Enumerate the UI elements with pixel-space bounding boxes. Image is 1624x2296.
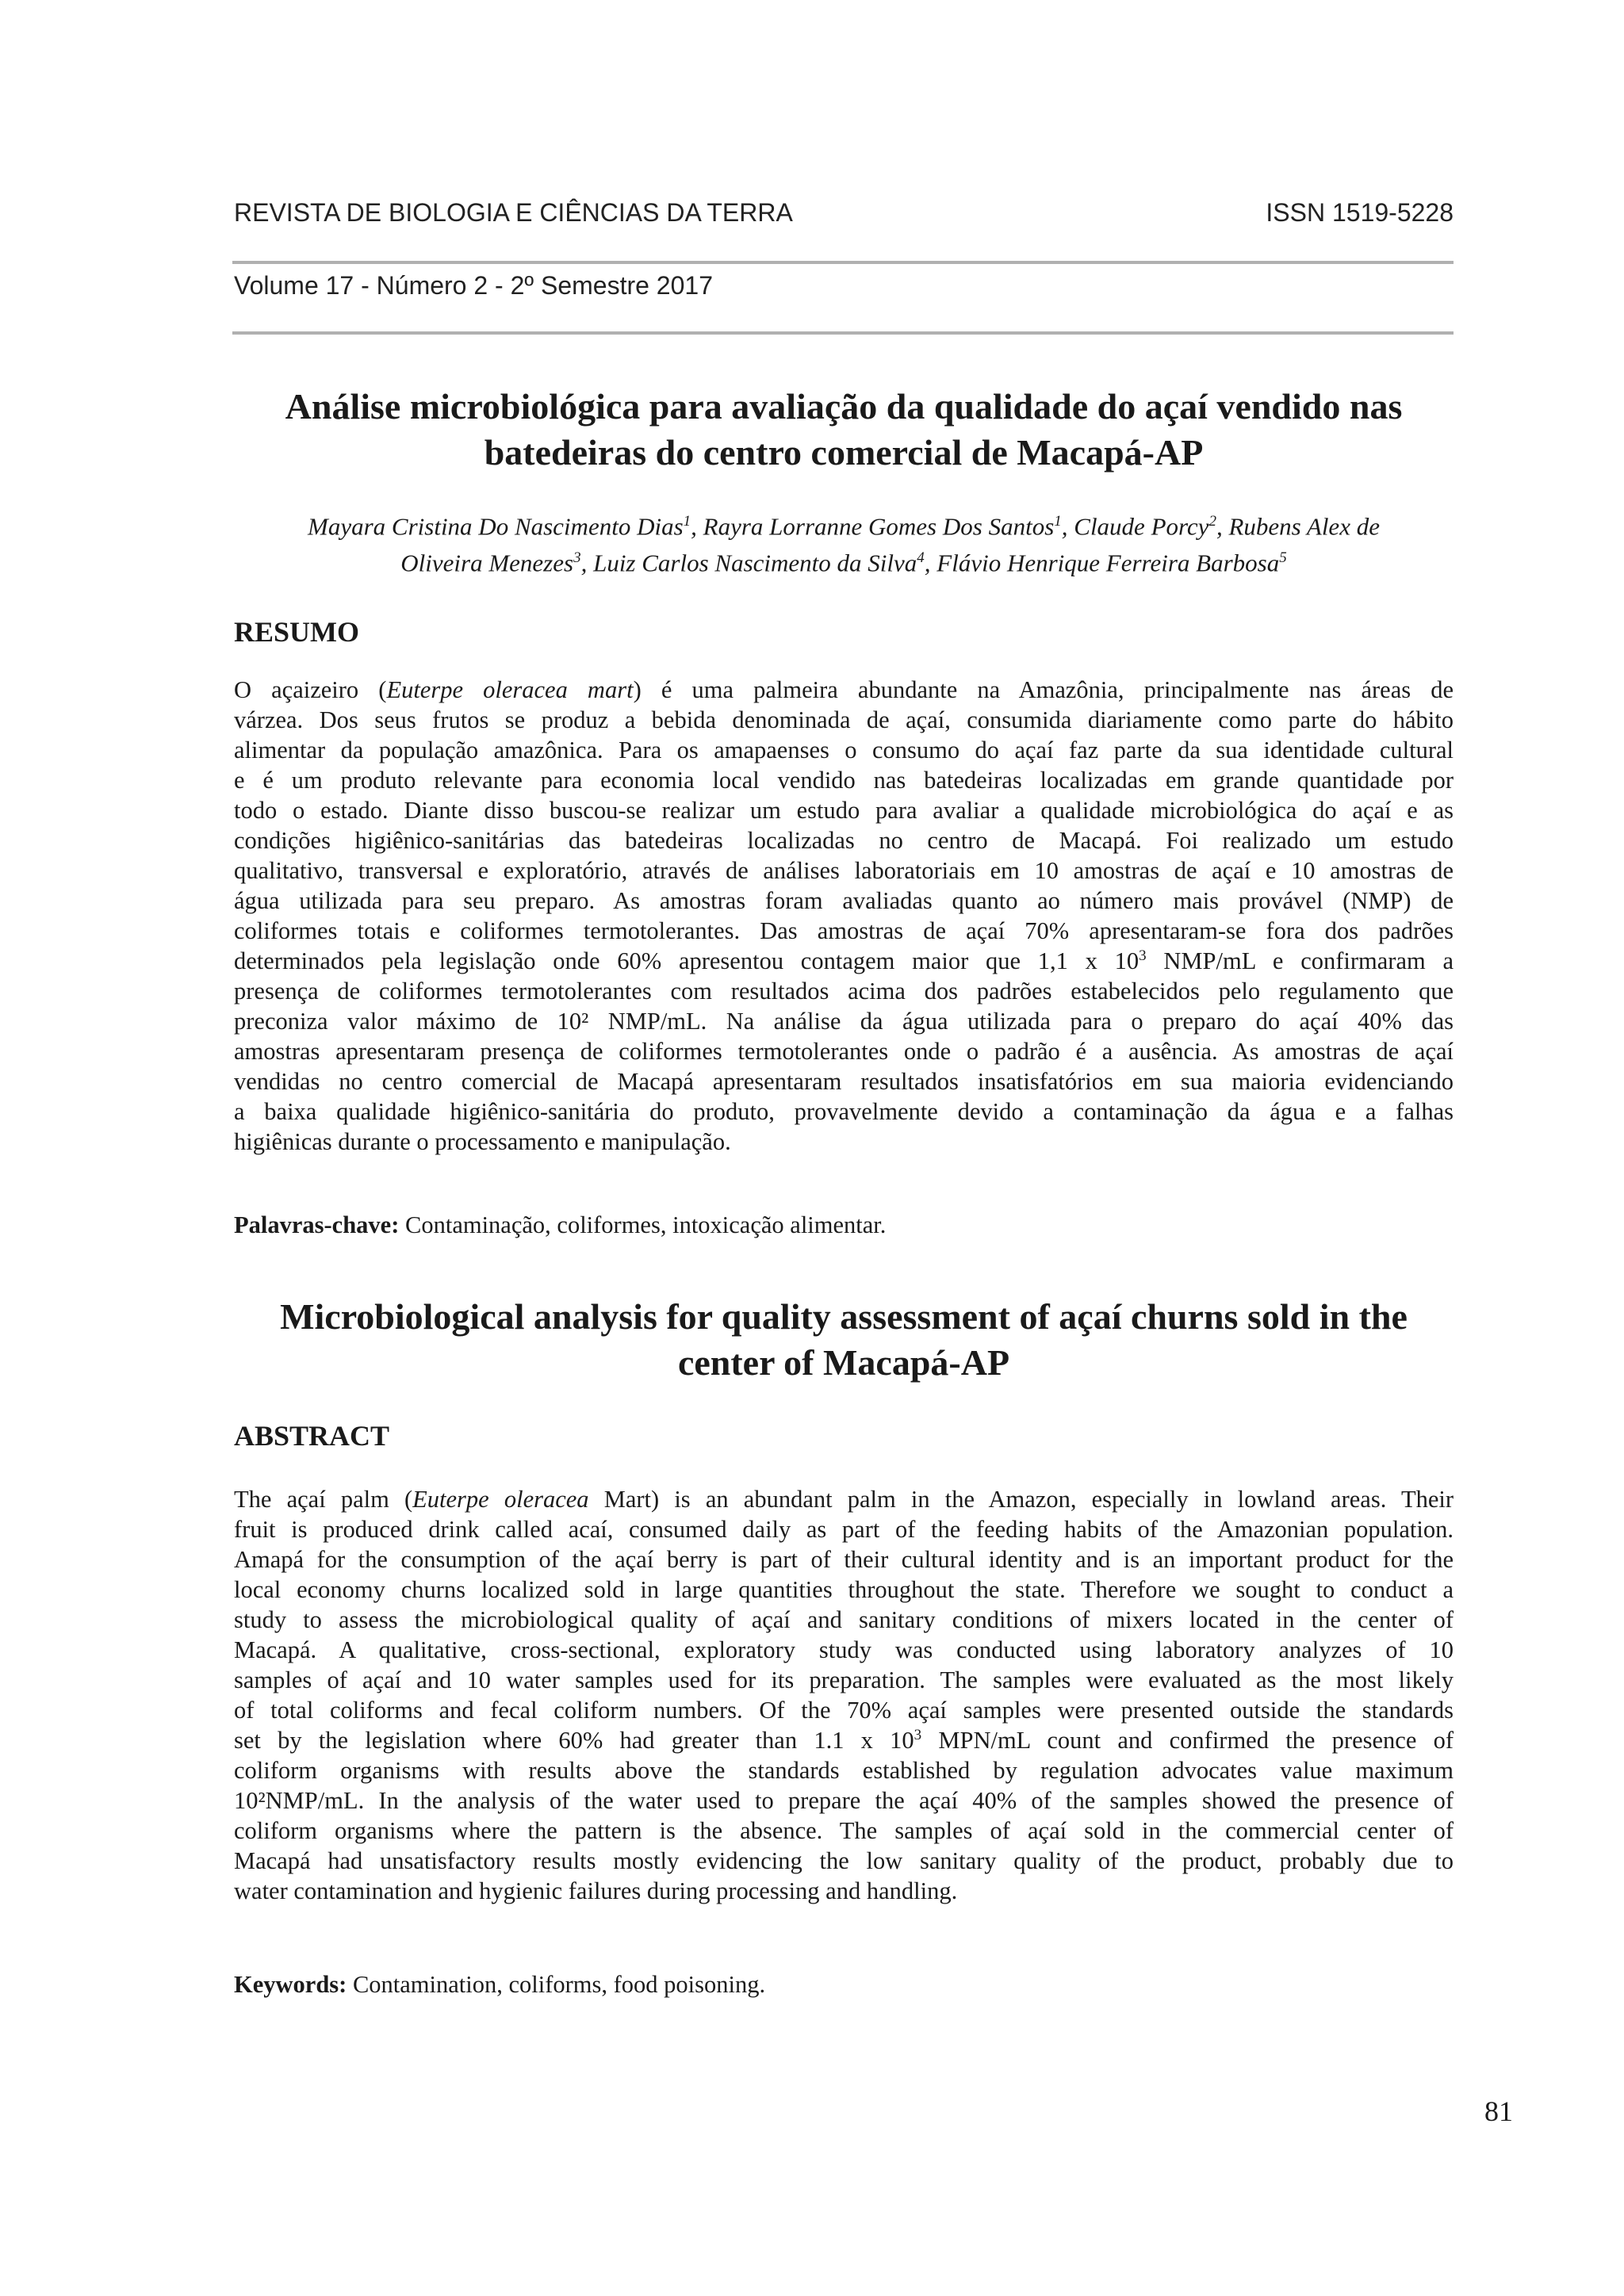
resumo-line: presença de coliformes termotolerantes com resultados acima dos padrões estabelecidos pelo regulamento que	[234, 978, 1454, 1004]
keywords-portuguese	[234, 1210, 886, 1240]
text-run: set by the legislation where 60% had greater than 1.1 x 10	[234, 1727, 914, 1754]
resumo-line: várzea. Dos seus frutos se produz a bebida denominada de açaí, consumida diariamente como parte do hábito	[234, 706, 1454, 733]
resumo-line: água utilizada para seu preparo. As amostras foram avaliadas quanto ao número mais provável (NMP) de	[234, 887, 1454, 914]
journal-name: REVISTA DE BIOLOGIA E CIÊNCIAS DA TERRA	[234, 198, 793, 227]
abstract-line: local economy churns localized sold in large quantities throughout the state. Therefore we sought to conduct a	[234, 1576, 1454, 1603]
text-run: The açaí palm (	[234, 1486, 413, 1513]
resumo-line: coliformes totais e coliformes termotolerantes. Das amostras de açaí 70% apresentaram-se fora dos padrões	[234, 917, 1454, 944]
author-affiliation-mark: 1	[1054, 513, 1062, 530]
author-name: Claude Porcy	[1074, 512, 1209, 541]
page-number: 81	[1484, 2095, 1513, 2127]
text-run: Mart) is an abundant palm in the Amazon, especially in lowland areas. Their	[588, 1486, 1454, 1513]
author-separator: ,	[924, 549, 937, 577]
abstract-line: coliform organisms where the pattern is the absence. The samples of açaí sold in the commercial center of	[234, 1817, 1454, 1844]
author-separator: ,	[580, 549, 594, 577]
resumo-line: condições higiênico-sanitárias das batedeiras localizadas no centro de Macapá. Foi realizado um estudo	[234, 827, 1454, 854]
header-divider-bottom	[232, 331, 1454, 335]
volume-info: Volume 17 - Número 2 - 2º Semestre 2017	[234, 271, 713, 300]
author-list	[234, 506, 1454, 580]
abstract-text	[234, 1484, 1454, 1906]
abstract-line	[234, 1725, 1454, 1755]
keywords-english	[234, 1969, 765, 1999]
author-affiliation-mark: 4	[917, 549, 925, 567]
title-en-line-2: center of Macapá-AP	[677, 1342, 1010, 1383]
text-run: ) é uma palmeira abundante na Amazônia, principalmente nas áreas de	[633, 676, 1454, 703]
keywords-text: Contaminação, coliformes, intoxicação alimentar.	[399, 1211, 887, 1238]
journal-header	[234, 198, 1454, 228]
text-run: determinados pela legislação onde 60% apresentou contagem maior que 1,1 x 10	[234, 947, 1139, 974]
abstract-line: water contamination and hygienic failures during processing and handling.	[234, 1877, 958, 1904]
abstract-line	[234, 1484, 1454, 1514]
abstract-line: of total coliforms and fecal coliform numbers. Of the 70% açaí samples were presented outside the standards	[234, 1697, 1454, 1724]
species-name: Euterpe oleracea mart	[386, 676, 634, 703]
author-name: Rayra Lorranne Gomes Dos Santos	[703, 512, 1055, 541]
exponent: 3	[1139, 947, 1147, 964]
keywords-label: Keywords:	[234, 1971, 347, 1998]
abstract-line: Macapá had unsatisfactory results mostly evidencing the low sanitary quality of the product, probably due to	[234, 1847, 1454, 1874]
title-pt-line-1: Análise microbiológica para avaliação da qualidade do açaí vendido nas	[285, 386, 1403, 427]
author-affiliation-mark: 3	[573, 549, 581, 567]
resumo-line: preconiza valor máximo de 10² NMP/mL. Na análise da água utilizada para o preparo do açaí 40% das	[234, 1008, 1454, 1035]
text-run: O açaizeiro (	[234, 676, 387, 703]
issn: ISSN 1519-5228	[1266, 198, 1454, 227]
title-en-line-1: Microbiological analysis for quality assessment of açaí churns sold in the	[280, 1296, 1408, 1337]
abstract-line: Macapá. A qualitative, cross-sectional, exploratory study was conducted using laboratory analyzes of 10	[234, 1636, 1454, 1663]
resumo-text	[234, 675, 1454, 1157]
author-separator: ,	[691, 512, 703, 541]
resumo-line: higiênicas durante o processamento e manipulação.	[234, 1128, 731, 1155]
author-name: Oliveira Menezes	[400, 549, 574, 577]
keywords-text: Contamination, coliforms, food poisoning.	[347, 1971, 766, 1998]
author-line-2	[234, 542, 1454, 579]
resumo-heading: RESUMO	[234, 616, 360, 648]
abstract-line: study to assess the microbiological quality of açaí and sanitary conditions of mixers located in the center of	[234, 1606, 1454, 1633]
abstract-line: Amapá for the consumption of the açaí berry is part of their cultural identity and is an important product for the	[234, 1546, 1454, 1573]
resumo-line: e é um produto relevante para economia local vendido nas batedeiras localizadas em grande quantidade por	[234, 767, 1454, 794]
abstract-line: fruit is produced drink called acaí, consumed daily as part of the feeding habits of the Amazonian population.	[234, 1516, 1454, 1543]
author-affiliation-mark: 1	[683, 513, 691, 530]
author-name: Mayara Cristina Do Nascimento Dias	[308, 512, 684, 541]
header-divider-top	[232, 261, 1454, 264]
author-affiliation-mark: 5	[1279, 549, 1287, 567]
resumo-line: a baixa qualidade higiênico-sanitária do produto, provavelmente devido a contaminação da água e a falhas	[234, 1098, 1454, 1125]
abstract-line: 10²NMP/mL. In the analysis of the water used to prepare the açaí 40% of the samples showed the presence of	[234, 1787, 1454, 1814]
resumo-line: vendidas no centro comercial de Macapá apresentaram resultados insatisfatórios em sua maioria evidenciando	[234, 1068, 1454, 1095]
title-pt-line-2: batedeiras do centro comercial de Macapá-AP	[484, 432, 1204, 473]
author-separator: ,	[1061, 512, 1074, 541]
resumo-line: qualitativo, transversal e exploratório, através de análises laboratoriais em 10 amostras de açaí e 10 amostras de	[234, 857, 1454, 884]
author-name: Luiz Carlos Nascimento da Silva	[593, 549, 917, 577]
abstract-heading: ABSTRACT	[234, 1420, 390, 1452]
resumo-line: amostras apresentaram presença de coliformes termotolerantes onde o padrão é a ausência. As amostras de açaí	[234, 1038, 1454, 1065]
author-name: Flávio Henrique Ferreira Barbosa	[936, 549, 1280, 577]
title-english	[234, 1294, 1454, 1386]
text-run: NMP/mL e confirmaram a	[1146, 947, 1454, 974]
species-name: Euterpe oleracea	[412, 1486, 589, 1513]
exponent: 3	[914, 1726, 922, 1743]
author-name: Rubens Alex de	[1228, 512, 1380, 541]
abstract-line: coliform organisms with results above the standards established by regulation advocates value maximum	[234, 1757, 1454, 1784]
author-line-1	[234, 506, 1454, 542]
text-run: MPN/mL count and confirmed the presence of	[921, 1727, 1454, 1754]
keywords-label: Palavras-chave:	[234, 1211, 400, 1238]
title-portuguese	[234, 384, 1454, 476]
resumo-line	[234, 675, 1454, 705]
resumo-line: alimentar da população amazônica. Para os amapaenses o consumo do açaí faz parte da sua identidade cultural	[234, 737, 1454, 763]
author-affiliation-mark: 2	[1208, 513, 1216, 530]
resumo-line: todo o estado. Diante disso buscou-se realizar um estudo para avaliar a qualidade microbiológica do açaí e as	[234, 797, 1454, 824]
author-separator: ,	[1216, 512, 1229, 541]
resumo-line	[234, 946, 1454, 976]
abstract-line: samples of açaí and 10 water samples used for its preparation. The samples were evaluated as the most likely	[234, 1667, 1454, 1693]
